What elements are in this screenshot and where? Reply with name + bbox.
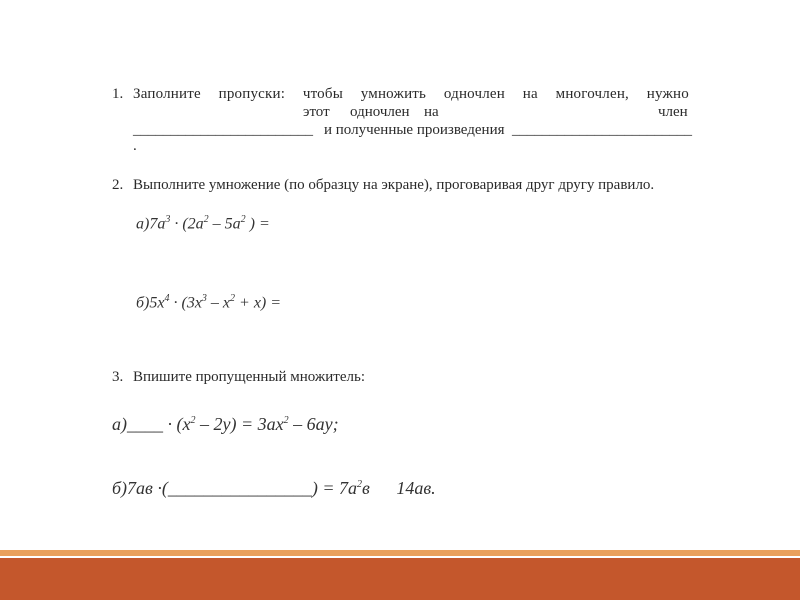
task2-expression-a: $а)7а^3 \cdot (2а^2 - 5а^2$ ) = bbox=[136, 214, 270, 233]
task1-line2-word-b: одночлен bbox=[350, 104, 410, 120]
task3-expression-b: б)7ав ·(________________) = $7a^2в$ 14aв. bbox=[112, 478, 436, 498]
task1-blank-b[interactable]: ________________________ bbox=[512, 122, 692, 138]
task3-expression-a: а)____ · $(x^2 - 2y) = 3ax^2 - 6ay$; bbox=[112, 414, 339, 434]
task3-blank-b[interactable]: ________________ bbox=[167, 478, 312, 498]
task2-text: Выполните умножение (по образцу на экране), проговаривая друг другу правило. bbox=[133, 177, 655, 193]
task1-blank-a[interactable]: ________________________ bbox=[133, 122, 313, 138]
task1-line1: Заполните пропуски: чтобы умножить одночлен на многочлен, нужно bbox=[133, 86, 689, 102]
footer-stripe-thick bbox=[0, 558, 800, 600]
task1-middle-text: и полученные произведения bbox=[324, 122, 505, 138]
task3-blank-a[interactable]: ____ bbox=[127, 414, 163, 434]
task2-number: 2. bbox=[112, 177, 124, 193]
task1-dot: . bbox=[133, 138, 137, 154]
task1-line2-word-c: на bbox=[424, 104, 439, 120]
task1-number: 1. bbox=[112, 86, 124, 102]
footer-stripe-thin bbox=[0, 550, 800, 556]
task3-text: Впишите пропущенный множитель: bbox=[133, 369, 366, 385]
task2-expression-b: $б)5x^4 \cdot (3x^3 - x^2 + x)$ = bbox=[136, 293, 282, 312]
task1-line2-word-a: этот bbox=[303, 104, 330, 120]
task1-line2-word-d: член bbox=[658, 104, 688, 120]
task3-number: 3. bbox=[112, 369, 124, 385]
